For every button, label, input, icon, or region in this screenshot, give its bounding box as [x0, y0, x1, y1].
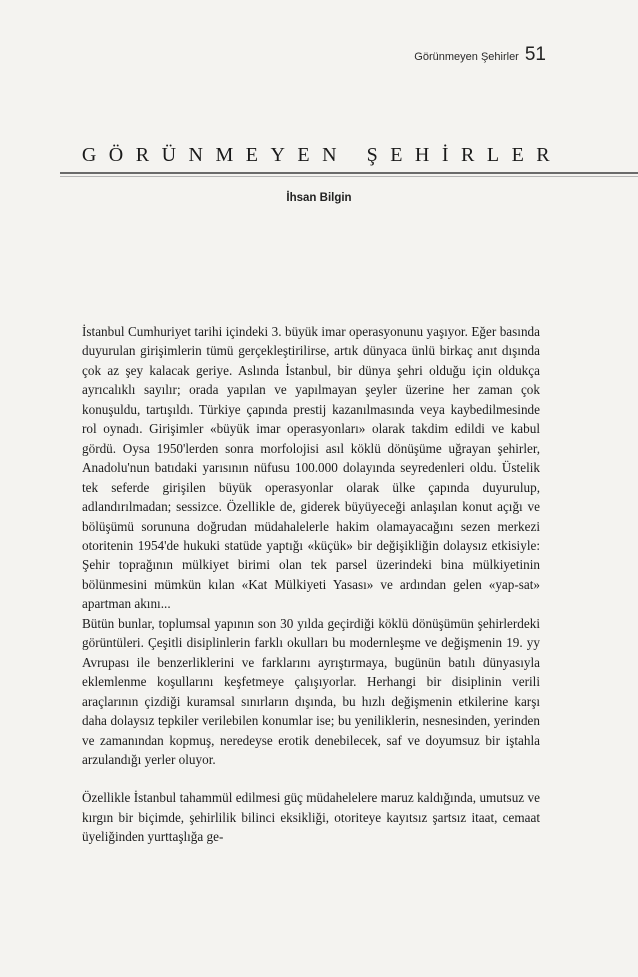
article-title: GÖRÜNMEYEN ŞEHİRLER	[81, 144, 563, 166]
article-body	[82, 322, 540, 847]
body-paragraph-3: Özellikle İstanbul tahammül edilmesi güç müdahelelere maruz kaldığında, umutsuz ve kırgın bir biçimde, şehirlilik bilinci eksikliği, otoriteye kayıtsız şartsız itaat, cemaat üyeliğinden yurttaşlığa ge-	[82, 790, 540, 845]
page-number: 51	[524, 44, 546, 65]
title-rule-thin	[60, 176, 638, 177]
running-head	[414, 44, 546, 66]
title-rule	[60, 172, 638, 174]
body-paragraph-1: İstanbul Cumhuriyet tarihi içindeki 3. büyük imar operasyonunu yaşıyor. Eğer basında duyurulan girişimlerin tümü gerçekleştirilirse, artık dünyaca ünlü birkaç anıt dışında çok az şey kalacak geriye. Aslında İstanbul, bir dünya şehri olduğu için oldukça ayrıcalıklı sayılır; orada yapılan ve yapılmayan şeyler üzerine her zaman çok konuşuldu, tartışıldı. Türkiye çapında prestij kazanılmasında veya kaybedilmesinde rol oynadı. Girişimler «büyük imar operasyonları» olarak takdim edildi ve kabul gördü. Oysa 1950'lerden sonra morfolojisi asıl köklü dönüşüme uğrayan şehirler, Anadolu'nun batıdaki yarısının nüfusu 100.000 dolayında seyredenleri oldu. Üstelik tek seferde girişilen büyük operasyonlar olarak ülke çapında duyurulup, adlandırılmadan; sessizce. Özellikle de, giderek büyüyeceği anlaşılan konut açığı ve bölüşümü sorununa doğrudan müdahalelerle hakim olamayacağını sezen merkezi otoritenin 1954'de hukuki statüde yaptığı «küçük» bir değişikliğin dolaysız etkisiyle: Şehir toprağının mülkiyet birimi olan tek parsel üzerindeki bina mülkiyetinin bölünmesini mümkün kılan «Kat Mülkiyeti Yasası» ve ardından gelen «yap-sat» apartman akını...	[82, 324, 540, 612]
article-author: İhsan Bilgin	[286, 192, 352, 204]
running-head-title: Görünmeyen Şehirler	[414, 51, 519, 63]
body-paragraph-2: Bütün bunlar, toplumsal yapının son 30 yılda geçirdiği köklü dönüşümün şehirlerdeki görüntüleri. Çeşitli disiplinlerin farklı okulları bu modernleşme ve değişmenin 19. yy Avrupası ile benzerliklerini ve farklarını ayrıştırmaya, bugünün batılı dünyasıyla eklemlenme koşullarını keşfetmeye çalışıyorlar. Herhangi bir disiplinin verili araçlarının çizdiği kuramsal sınırların dışında, bu hızlı değişmenin etkilerine karşı daha dolaysız tepkiler verilebilen konumlar ise; bu yeniliklerin, nesnesinden, yerinden ve zamanından kopmuş, neredeyse erotik denebilecek, saf ve doyumsuz bir iştahla arzulandığı yerler oluyor.	[82, 615, 540, 767]
